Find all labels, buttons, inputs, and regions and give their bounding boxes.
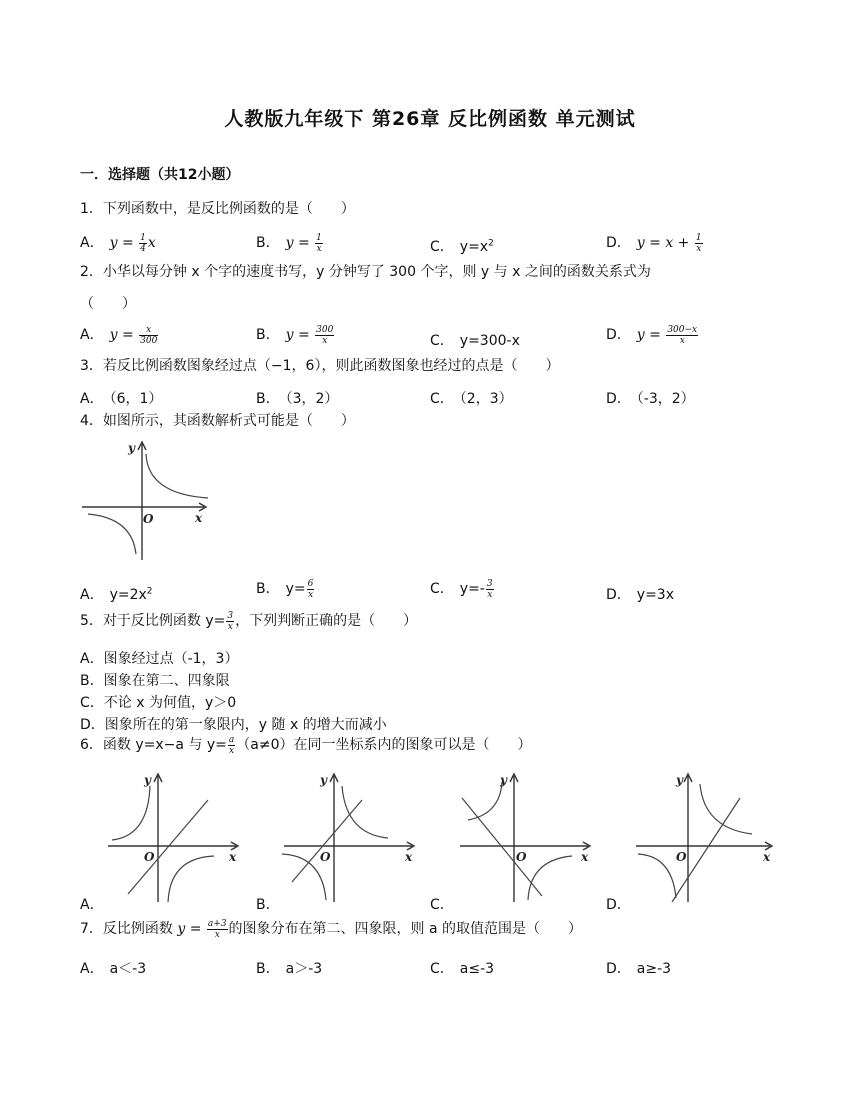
- option-label: B．: [256, 235, 280, 251]
- denominator: 4: [140, 243, 146, 254]
- origin-label: O: [676, 850, 687, 864]
- q2-option-d[interactable]: [606, 324, 699, 346]
- option-lhs: y=: [285, 581, 306, 597]
- q5-option-d[interactable]: D．图象所在的第一象限内，y 随 x 的增大而减小: [80, 717, 387, 733]
- question-6-stem: [80, 734, 531, 756]
- fraction: [307, 579, 315, 600]
- question-3-stem: 3．若反比例函数图象经过点（−1，6），则此函数图象也经过的点是（ ）: [80, 358, 560, 374]
- option-label: A．: [80, 961, 104, 977]
- hyperbola-quadrant-1: [342, 786, 388, 838]
- denominator: x: [316, 243, 322, 254]
- stem-text: 的图象分布在第二、四象限，则 a 的取值范围是（ ）: [228, 921, 583, 937]
- q3-option-b[interactable]: [256, 388, 338, 408]
- line-graph: [292, 800, 362, 882]
- denominator: x: [679, 335, 685, 346]
- denominator: 300: [140, 335, 158, 346]
- option-text: a≥-3: [636, 961, 672, 977]
- x-axis-label: x: [229, 850, 237, 864]
- numerator: 300−x: [667, 324, 698, 335]
- q6-option-c-label[interactable]: C．: [430, 897, 454, 913]
- q7-option-a[interactable]: [80, 958, 146, 978]
- q5-option-b[interactable]: B．图象在第二、四象限: [80, 673, 230, 689]
- q4-option-c[interactable]: [430, 578, 495, 600]
- q1-option-a[interactable]: [80, 232, 156, 254]
- fraction: [695, 233, 703, 254]
- option-label: A．: [80, 327, 104, 343]
- option-tail: x: [147, 235, 156, 251]
- origin-label: O: [144, 850, 155, 864]
- stem-lhs: y =: [177, 921, 202, 937]
- q2-option-b[interactable]: [256, 324, 335, 346]
- option-text: y=2x: [109, 587, 147, 603]
- y-axis-label: y: [500, 773, 507, 787]
- q2-option-c[interactable]: [430, 330, 520, 350]
- question-2-stem: 2．小华以每分钟 x 个字的速度书写，y 分钟写了 300 个字，则 y 与 x 之间的函数关系式为: [80, 264, 651, 280]
- q1-option-c[interactable]: [430, 236, 494, 256]
- option-text: a＜-3: [109, 961, 147, 977]
- q4-graph: [80, 436, 212, 564]
- option-lhs: y=-: [459, 581, 485, 597]
- fraction: [666, 325, 698, 346]
- q7-option-b[interactable]: [256, 958, 322, 978]
- question-1-stem: 1．下列函数中，是反比例函数的是（ ）: [80, 201, 355, 217]
- x-axis-label: x: [763, 850, 771, 864]
- numerator: 6: [307, 578, 314, 589]
- hyperbola-quadrant-4: [168, 856, 214, 902]
- option-text: （3，2）: [285, 391, 339, 407]
- q6-graph-d[interactable]: [632, 768, 778, 904]
- hyperbola-quadrant-1: [700, 784, 752, 834]
- option-label: D．: [606, 235, 631, 251]
- numerator: 1: [140, 232, 146, 243]
- denominator: x: [227, 621, 233, 632]
- q4-option-b[interactable]: [256, 578, 315, 600]
- denominator: x: [229, 745, 235, 756]
- option-label: C．: [430, 333, 454, 349]
- fraction: [315, 233, 323, 254]
- fraction: [228, 735, 235, 756]
- option-lhs: y =: [285, 235, 310, 251]
- stem-text: ，下列判断正确的是（ ）: [235, 613, 418, 629]
- stem-text: 6．函数 y=x−a 与 y=: [80, 737, 227, 753]
- question-5-stem: [80, 610, 417, 632]
- option-label: C．: [430, 961, 454, 977]
- denominator: x: [696, 243, 702, 254]
- option-text: y=300-x: [459, 333, 520, 349]
- option-label: C．: [430, 581, 454, 597]
- option-label: C．: [430, 391, 454, 407]
- option-lhs: y = x +: [636, 235, 690, 251]
- q3-option-d[interactable]: [606, 388, 695, 408]
- hyperbola-quadrant-2: [468, 782, 502, 820]
- curve-quadrant-3: [88, 514, 136, 554]
- option-label: A．: [80, 391, 104, 407]
- numerator: 300: [316, 324, 334, 335]
- origin-label: O: [320, 850, 331, 864]
- numerator: 3: [486, 578, 493, 589]
- exponent: 2: [146, 586, 153, 597]
- q4-option-d[interactable]: [606, 584, 674, 604]
- q7-option-c[interactable]: [430, 958, 494, 978]
- option-lhs: y =: [109, 235, 134, 251]
- fraction: [486, 579, 494, 600]
- option-label: A．: [80, 587, 104, 603]
- fraction: [226, 611, 234, 632]
- option-text: a≤-3: [459, 961, 495, 977]
- option-text: （2，3）: [459, 391, 513, 407]
- option-text: y=x: [459, 239, 489, 255]
- curve-quadrant-1: [146, 454, 208, 498]
- page-title: 人教版九年级下 第26章 反比例函数 单元测试: [224, 108, 636, 130]
- option-text: （-3，2）: [636, 391, 695, 407]
- hyperbola-quadrant-3: [638, 854, 676, 898]
- q6-graph-b[interactable]: [280, 768, 420, 904]
- option-label: B．: [256, 581, 280, 597]
- option-text: a＞-3: [285, 961, 323, 977]
- y-axis-label: y: [144, 773, 151, 787]
- x-axis-label: x: [405, 850, 413, 864]
- option-text: y=3x: [636, 587, 674, 603]
- denominator: x: [214, 929, 220, 940]
- option-label: B．: [256, 961, 280, 977]
- denominator: x: [307, 589, 314, 600]
- option-label: C．: [430, 239, 454, 255]
- numerator: a: [228, 734, 235, 745]
- option-label: B．: [256, 391, 280, 407]
- line-graph: [128, 800, 208, 894]
- option-label: D．: [606, 587, 631, 603]
- numerator: 3: [227, 610, 234, 621]
- q5-option-a[interactable]: A．图象经过点（-1，3）: [80, 651, 239, 667]
- x-axis-label: x: [195, 511, 203, 525]
- question-2-stem-line2: （ ）: [80, 296, 136, 312]
- q5-option-c[interactable]: C．不论 x 为何值，y＞0: [80, 695, 237, 711]
- option-lhs: y =: [285, 327, 310, 343]
- hyperbola-quadrant-4: [528, 856, 572, 900]
- stem-text: 7．反比例函数: [80, 921, 178, 937]
- x-axis-label: x: [581, 850, 589, 864]
- q2-option-a[interactable]: [80, 324, 159, 346]
- fraction: [139, 325, 158, 346]
- hyperbola-quadrant-2: [112, 786, 150, 840]
- numerator: 1: [316, 232, 322, 243]
- origin-label: O: [143, 512, 154, 526]
- option-lhs: y =: [636, 327, 661, 343]
- option-label: D．: [606, 391, 631, 407]
- q6-graph-c[interactable]: [456, 768, 596, 904]
- fraction: [315, 325, 334, 346]
- option-text: （6，1）: [109, 391, 163, 407]
- q3-option-a[interactable]: [80, 388, 162, 408]
- q6-option-d-label[interactable]: D．: [606, 897, 631, 913]
- q1-option-d[interactable]: [606, 232, 704, 254]
- question-4-stem: 4．如图所示，其函数解析式可能是（ ）: [80, 413, 355, 429]
- y-axis-label: y: [128, 441, 135, 455]
- option-label: D．: [606, 327, 631, 343]
- numerator: a+3: [207, 918, 227, 929]
- denominator: x: [322, 335, 328, 346]
- origin-label: O: [516, 850, 527, 864]
- option-label: D．: [606, 961, 631, 977]
- y-axis-label: y: [320, 773, 327, 787]
- section-heading: 一．选择题（共12小题）: [80, 167, 240, 183]
- option-label: A．: [80, 235, 104, 251]
- fraction: [139, 233, 147, 254]
- stem-text: （a≠0）在同一坐标系内的图象可以是（ ）: [236, 737, 532, 753]
- option-lhs: y =: [109, 327, 134, 343]
- question-7-stem: [80, 918, 582, 940]
- q6-option-a-label[interactable]: A．: [80, 897, 104, 913]
- q4-option-a[interactable]: [80, 584, 153, 604]
- denominator: x: [487, 589, 493, 600]
- exponent: 2: [488, 238, 494, 249]
- numerator: 1: [695, 232, 702, 243]
- fraction: [207, 919, 228, 940]
- q3-option-c[interactable]: [430, 388, 513, 408]
- q6-graph-a[interactable]: [104, 768, 244, 904]
- numerator: x: [139, 325, 158, 336]
- option-label: B．: [256, 327, 280, 343]
- stem-text: 5．对于反比例函数 y=: [80, 613, 226, 629]
- q7-option-d[interactable]: [606, 958, 671, 978]
- line-graph: [462, 798, 542, 896]
- q6-option-b-label[interactable]: B．: [256, 897, 280, 913]
- y-axis-label: y: [676, 773, 683, 787]
- q1-option-b[interactable]: [256, 232, 324, 254]
